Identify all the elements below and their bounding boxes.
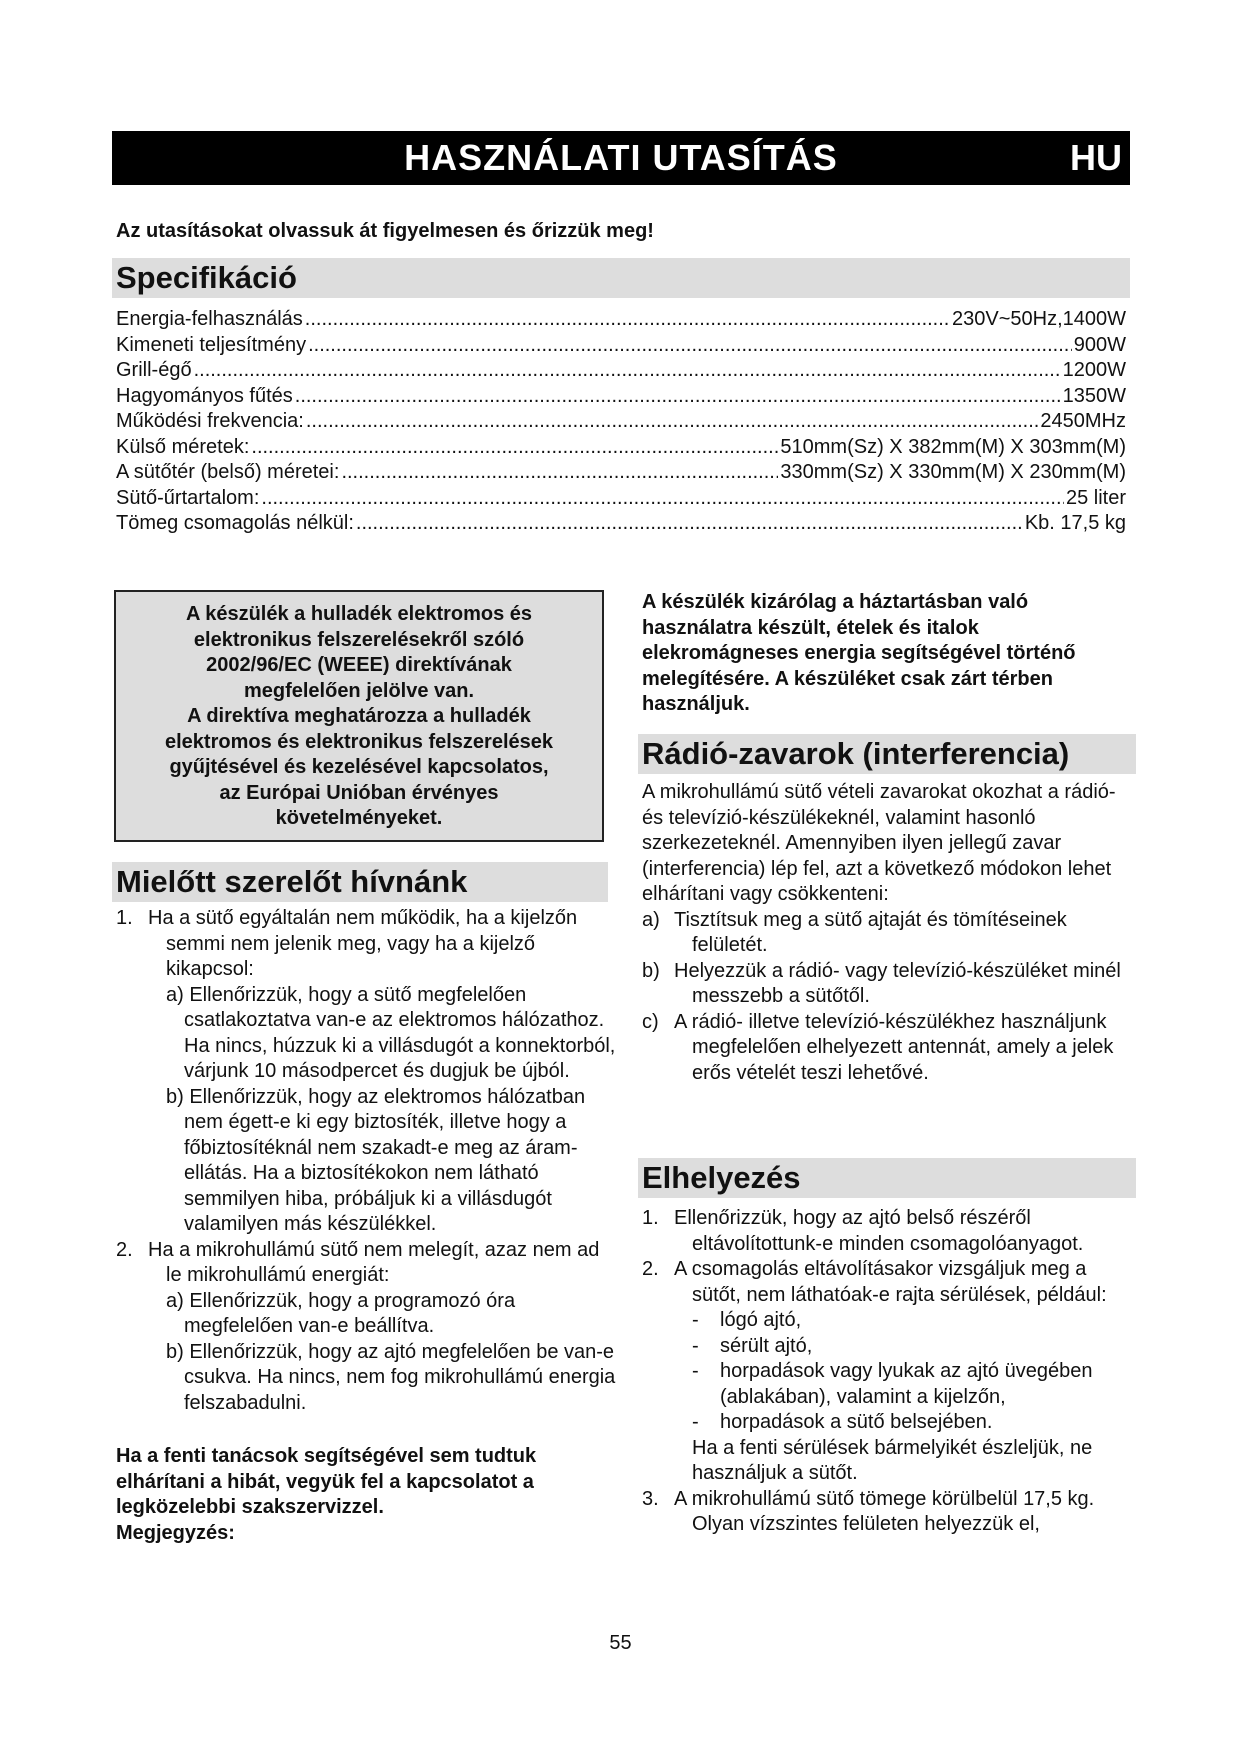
- placement-section: [642, 1206, 1132, 1538]
- spec-row: Energia-felhasználás ..... 230V~50Hz,1400W: [116, 308, 1126, 334]
- list-item: 2. Ha a mikrohullámú sütő nem melegít, azaz nem ad le mikrohullámú energiát:: [116, 1238, 600, 1286]
- spec-row: Működési frekvencia: ..... 2450MHz: [116, 410, 1126, 436]
- page-number: 55: [609, 1632, 632, 1654]
- page-title: HASZNÁLATI UTASÍTÁS: [404, 137, 838, 178]
- note-label: Megjegyzés:: [116, 1521, 235, 1544]
- right-column: [642, 590, 1132, 718]
- usage-note: A készülék kizárólag a háztartásban való használatra készült, ételek és italok elekromágneses energia segítségével történő melegítésére. A készüléket csak zárt térben használjuk.: [642, 591, 1076, 715]
- list-item: - lógó ajtó,: [692, 1309, 802, 1331]
- weee-notice-box: A készülék a hulladék elektromos és elektronikus felszerelésekről szóló 2002/96/EC (WEEE) direktívának megfelelően jelölve van. A direktíva meghatározza a hulladék elektromos és elektronikus felszerelések gyűjtésével és kezelésével kapcsolatos, az Európai Unióban érvényes követelményeket.: [114, 590, 604, 842]
- spec-row: Külső méretek: ..... 510mm(Sz) X 382mm(M) X 303mm(M): [116, 436, 1126, 462]
- spec-table: [116, 308, 1126, 538]
- list-item: - horpadások a sütő belsejében.: [692, 1411, 993, 1433]
- placement-heading: Elhelyezés: [638, 1158, 1136, 1198]
- list-item: a) Ellenőrizzük, hogy a sütő megfelelően csatlakoztatva van-e az elektromos hálózathoz. Ha nincs, húzzuk ki a villásdugót a konnektorból, várjunk 10 másodpercet és dugjuk be újból.: [166, 983, 616, 1082]
- list-item: 1. Ellenőrizzük, hogy az ajtó belső részéről eltávolítottunk-e minden csomagolóanyagot.: [642, 1207, 1084, 1255]
- radio-section: [642, 780, 1132, 1086]
- intro-text: Az utasításokat olvassuk át figyelmesen és őrizzük meg!: [116, 220, 654, 242]
- list-item: a) Tisztítsuk meg a sütő ajtaját és tömítéseinek felületét.: [642, 908, 1067, 956]
- list-item: b) Helyezzük a rádió- vagy televízió-készüléket minél messzebb a sütőtől.: [642, 959, 1121, 1007]
- list-item: b) Ellenőrizzük, hogy az elektromos hálózatban nem égett-e ki egy biztosíték, illetve hogy a főbiztosítéknál nem szakadt-e meg az áram-ellátás. Ha a biztosítékokon nem látható semmilyen hiba, próbáljuk ki a villásdugót valamilyen más készülékkel.: [166, 1085, 586, 1235]
- radio-text: A mikrohullámú sütő vételi zavarokat okozhat a rádió- és televízió-készülékeknél, valamint hasonló szerkezeteknél. Amennyiben ilyen jellegű zavar (interferencia) lép fel, azt a következő módokon lehet elhárítani vagy csökkenteni:: [642, 781, 1116, 905]
- spec-heading: Specifikáció: [112, 258, 1130, 298]
- list-item: 2. A csomagolás eltávolításakor vizsgáljuk meg a sütőt, nem láthatóak-e rajta sérülések, például:: [642, 1258, 1107, 1306]
- service-section: [116, 906, 616, 1546]
- spec-row: Tömeg csomagolás nélkül: ..... Kb. 17,5 kg: [116, 512, 1126, 538]
- list-item: - horpadások vagy lyukak az ajtó üvegében (ablakában), valamint a kijelzőn,: [692, 1360, 1093, 1408]
- spec-row: A sütőtér (belső) méretei: ..... 330mm(Sz) X 330mm(M) X 230mm(M): [116, 461, 1126, 487]
- language-code: HU: [1070, 137, 1122, 178]
- list-item: 3. A mikrohullámú sütő tömege körülbelül 17,5 kg. Olyan vízszintes felületen helyezzük el,: [642, 1487, 1095, 1535]
- list-item: b) Ellenőrizzük, hogy az ajtó megfelelően be van-e csukva. Ha nincs, nem fog mikrohullámú energia felszabadulni.: [166, 1340, 616, 1414]
- service-footer: Ha a fenti tanácsok segítségével sem tudtuk elhárítani a hibát, vegyük fel a kapcsolatot a legközelebbi szakszervizzel.: [116, 1445, 537, 1518]
- spec-row: Hagyományos fűtés ..... 1350W: [116, 385, 1126, 411]
- list-item: - sérült ajtó,: [692, 1334, 813, 1357]
- title-bar: [112, 131, 1130, 185]
- spec-row: Sütő-űrtartalom: ..... 25 liter: [116, 487, 1126, 513]
- radio-heading: Rádió-zavarok (interferencia): [638, 734, 1136, 774]
- placement-continuation: Ha a fenti sérülések bármelyikét észleljük, ne használjuk a sütőt.: [692, 1436, 1093, 1484]
- service-heading: Mielőtt szerelőt hívnánk: [112, 862, 608, 902]
- list-item: c) A rádió- illetve televízió-készülékhez használjunk megfelelően elhelyezett antennát, amely a jelek erős vételét teszi lehetővé.: [642, 1010, 1114, 1084]
- spec-row: Kimeneti teljesítmény ..... 900W: [116, 334, 1126, 360]
- list-item: a) Ellenőrizzük, hogy a programozó óra megfelelően van-e beállítva.: [166, 1289, 516, 1337]
- list-item: 1. Ha a sütő egyáltalán nem működik, ha a kijelzőn semmi nem jelenik meg, vagy ha a kijelző kikapcsol:: [116, 907, 578, 980]
- spec-row: Grill-égő ..... 1200W: [116, 359, 1126, 385]
